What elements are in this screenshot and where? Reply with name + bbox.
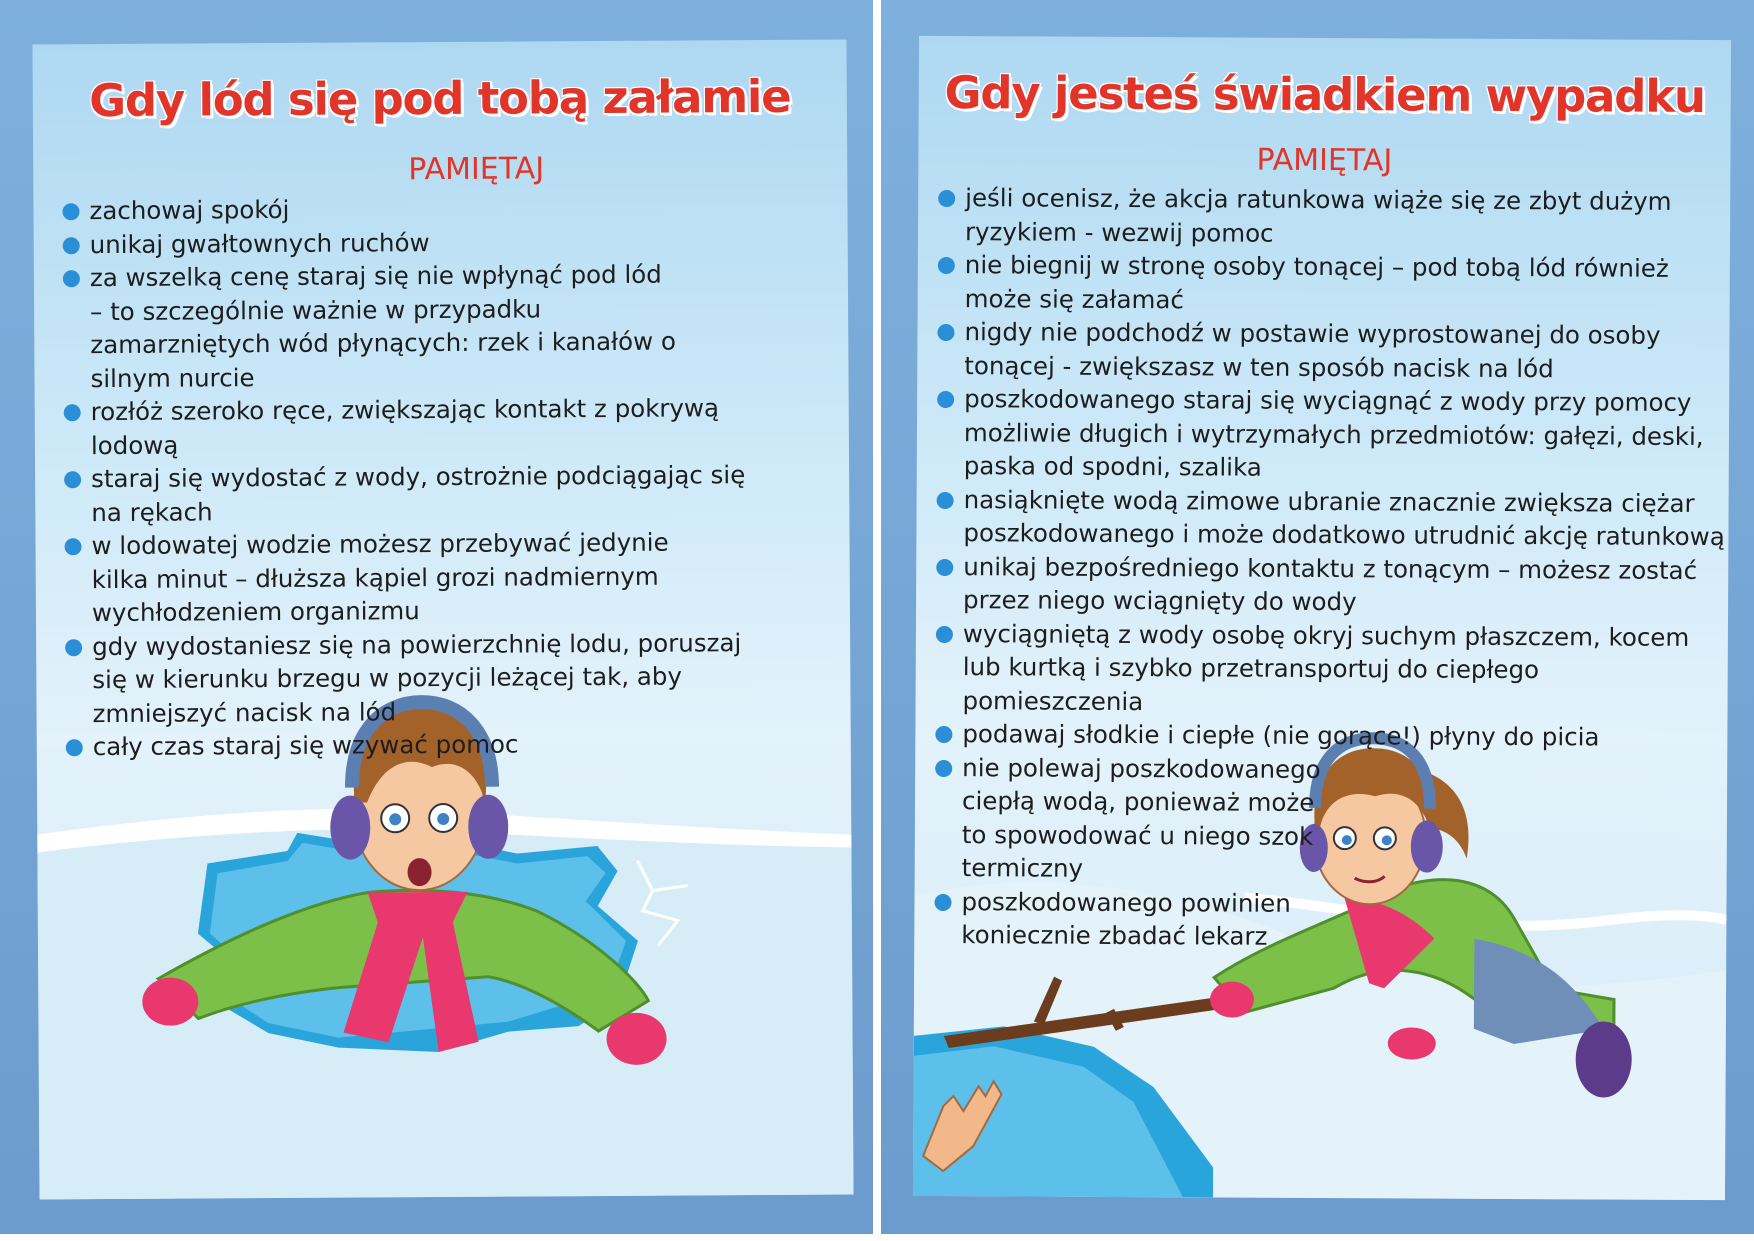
bullet-icon	[937, 391, 954, 408]
list-item-text: poszkodowanego powinien koniecznie zbadać lekarz	[961, 886, 1291, 951]
list-item-text: podawaj słodkie i ciepłe (nie gorące!) płyny do picia	[962, 719, 1600, 752]
list-item-text: staraj się wydostać z wody, ostrożnie podciągając się na rękach	[91, 460, 746, 527]
list-item-text: poszkodowanego staraj się wyciągnąć z wody przy pomocy możliwie długich i wytrzymałych przedmiotów: gałęzi, deski, paska od spodni, szalika	[963, 384, 1704, 482]
list-item-text: unikaj bezpośredniego kontaktu z tonącym – możesz zostać przez niego wciągnięty do wody	[963, 551, 1698, 617]
remember-heading: PAMIĘTAJ	[408, 151, 545, 188]
bullet-icon	[936, 558, 953, 575]
list-item-text: gdy wydostaniesz się na powierzchnię lodu, poruszaj się w kierunku brzegu w pozycji leżącej tak, aby zmniejszyć nacisk na lód	[92, 627, 742, 728]
list-item	[63, 223, 833, 261]
list-item	[937, 382, 1731, 487]
list-item-text: nie polewaj poszkodowanego ciepłą wodą, ponieważ może to spowodować u niego szok termiczny	[961, 752, 1321, 883]
list-item	[66, 726, 836, 764]
page-title: Gdy jesteś świadkiem wypadku	[944, 66, 1705, 123]
list-item	[64, 458, 781, 529]
bullet-icon	[65, 639, 82, 656]
bullet-icon	[935, 759, 952, 776]
list-item-text: nie biegnij w stronę osoby tonącej – pod tobą lód również może się załamać	[964, 250, 1669, 314]
list-item	[937, 315, 1704, 386]
list-item-text: w lodowatej wodzie możesz przebywać jedynie kilka minut – dłuższa kąpiel grozi nadmiernym wychłodzeniem organizmu	[91, 527, 669, 628]
bullet-icon	[938, 257, 955, 274]
bullet-icon	[64, 538, 81, 555]
list-item-text: zachowaj spokój	[89, 194, 290, 226]
bullet-icon	[64, 471, 81, 488]
advice-list	[62, 190, 835, 764]
bullet-icon	[938, 190, 955, 207]
remember-heading: PAMIĘTAJ	[1256, 142, 1393, 179]
bullet-icon	[937, 324, 954, 341]
list-item-text: jeśli ocenisz, że akcja ratunkowa wiąże się ze zbyt dużym ryzykiem - wezwij pomoc	[964, 183, 1672, 248]
list-item	[938, 248, 1705, 319]
list-item	[65, 625, 783, 730]
advice-list	[934, 181, 1728, 956]
bullet-icon	[66, 739, 83, 756]
list-item	[63, 258, 681, 396]
right-card	[913, 36, 1731, 1200]
list-item	[936, 482, 1731, 553]
bullet-icon	[937, 491, 954, 508]
left-page	[0, 0, 873, 1234]
right-page	[881, 0, 1754, 1234]
bullet-icon	[935, 726, 952, 743]
bullet-icon	[63, 237, 80, 254]
page-title: Gdy lód się pod tobą załamie	[89, 69, 791, 128]
list-item	[64, 526, 682, 630]
list-item	[935, 616, 1723, 721]
list-item-text: wyciągniętą z wody osobę okryj suchym płaszczem, kocem lub kurtką i szybko przetransportuj do ciepłego pomieszczenia	[962, 618, 1690, 716]
list-item	[935, 717, 1731, 755]
list-item-text: unikaj gwałtownych ruchów	[89, 227, 430, 259]
list-item	[64, 391, 781, 462]
left-card	[32, 40, 853, 1200]
list-item	[934, 884, 1331, 953]
list-item-text: za wszelką cenę staraj się nie wpłynąć pod lód – to szczególnie ważnie w przypadku zamarzniętych wód płynących: rzek i kanałów o silnym nurcie	[89, 259, 676, 393]
list-item-text: nasiąknięte wodą zimowe ubranie znacznie zwiększa ciężar poszkodowanego i może dodatkowo utrudnić akcję ratunkową	[963, 484, 1725, 552]
list-item	[936, 549, 1731, 620]
list-item-text: cały czas staraj się wzywać pomoc	[92, 729, 519, 762]
bullet-icon	[64, 404, 81, 421]
list-item	[935, 750, 1333, 886]
bullet-icon	[936, 625, 953, 642]
list-item-text: rozłóż szeroko ręce, zwiększając kontakt z pokrywą lodową	[90, 393, 720, 460]
list-item	[62, 190, 832, 228]
bullet-icon	[934, 893, 951, 910]
bullet-icon	[62, 203, 79, 220]
list-item-text: nigdy nie podchodź w postawie wyprostowanej do osoby tonącej - zwiększasz w ten sposób nacisk na lód	[964, 317, 1661, 383]
list-item	[938, 181, 1695, 252]
bullet-icon	[63, 270, 80, 287]
